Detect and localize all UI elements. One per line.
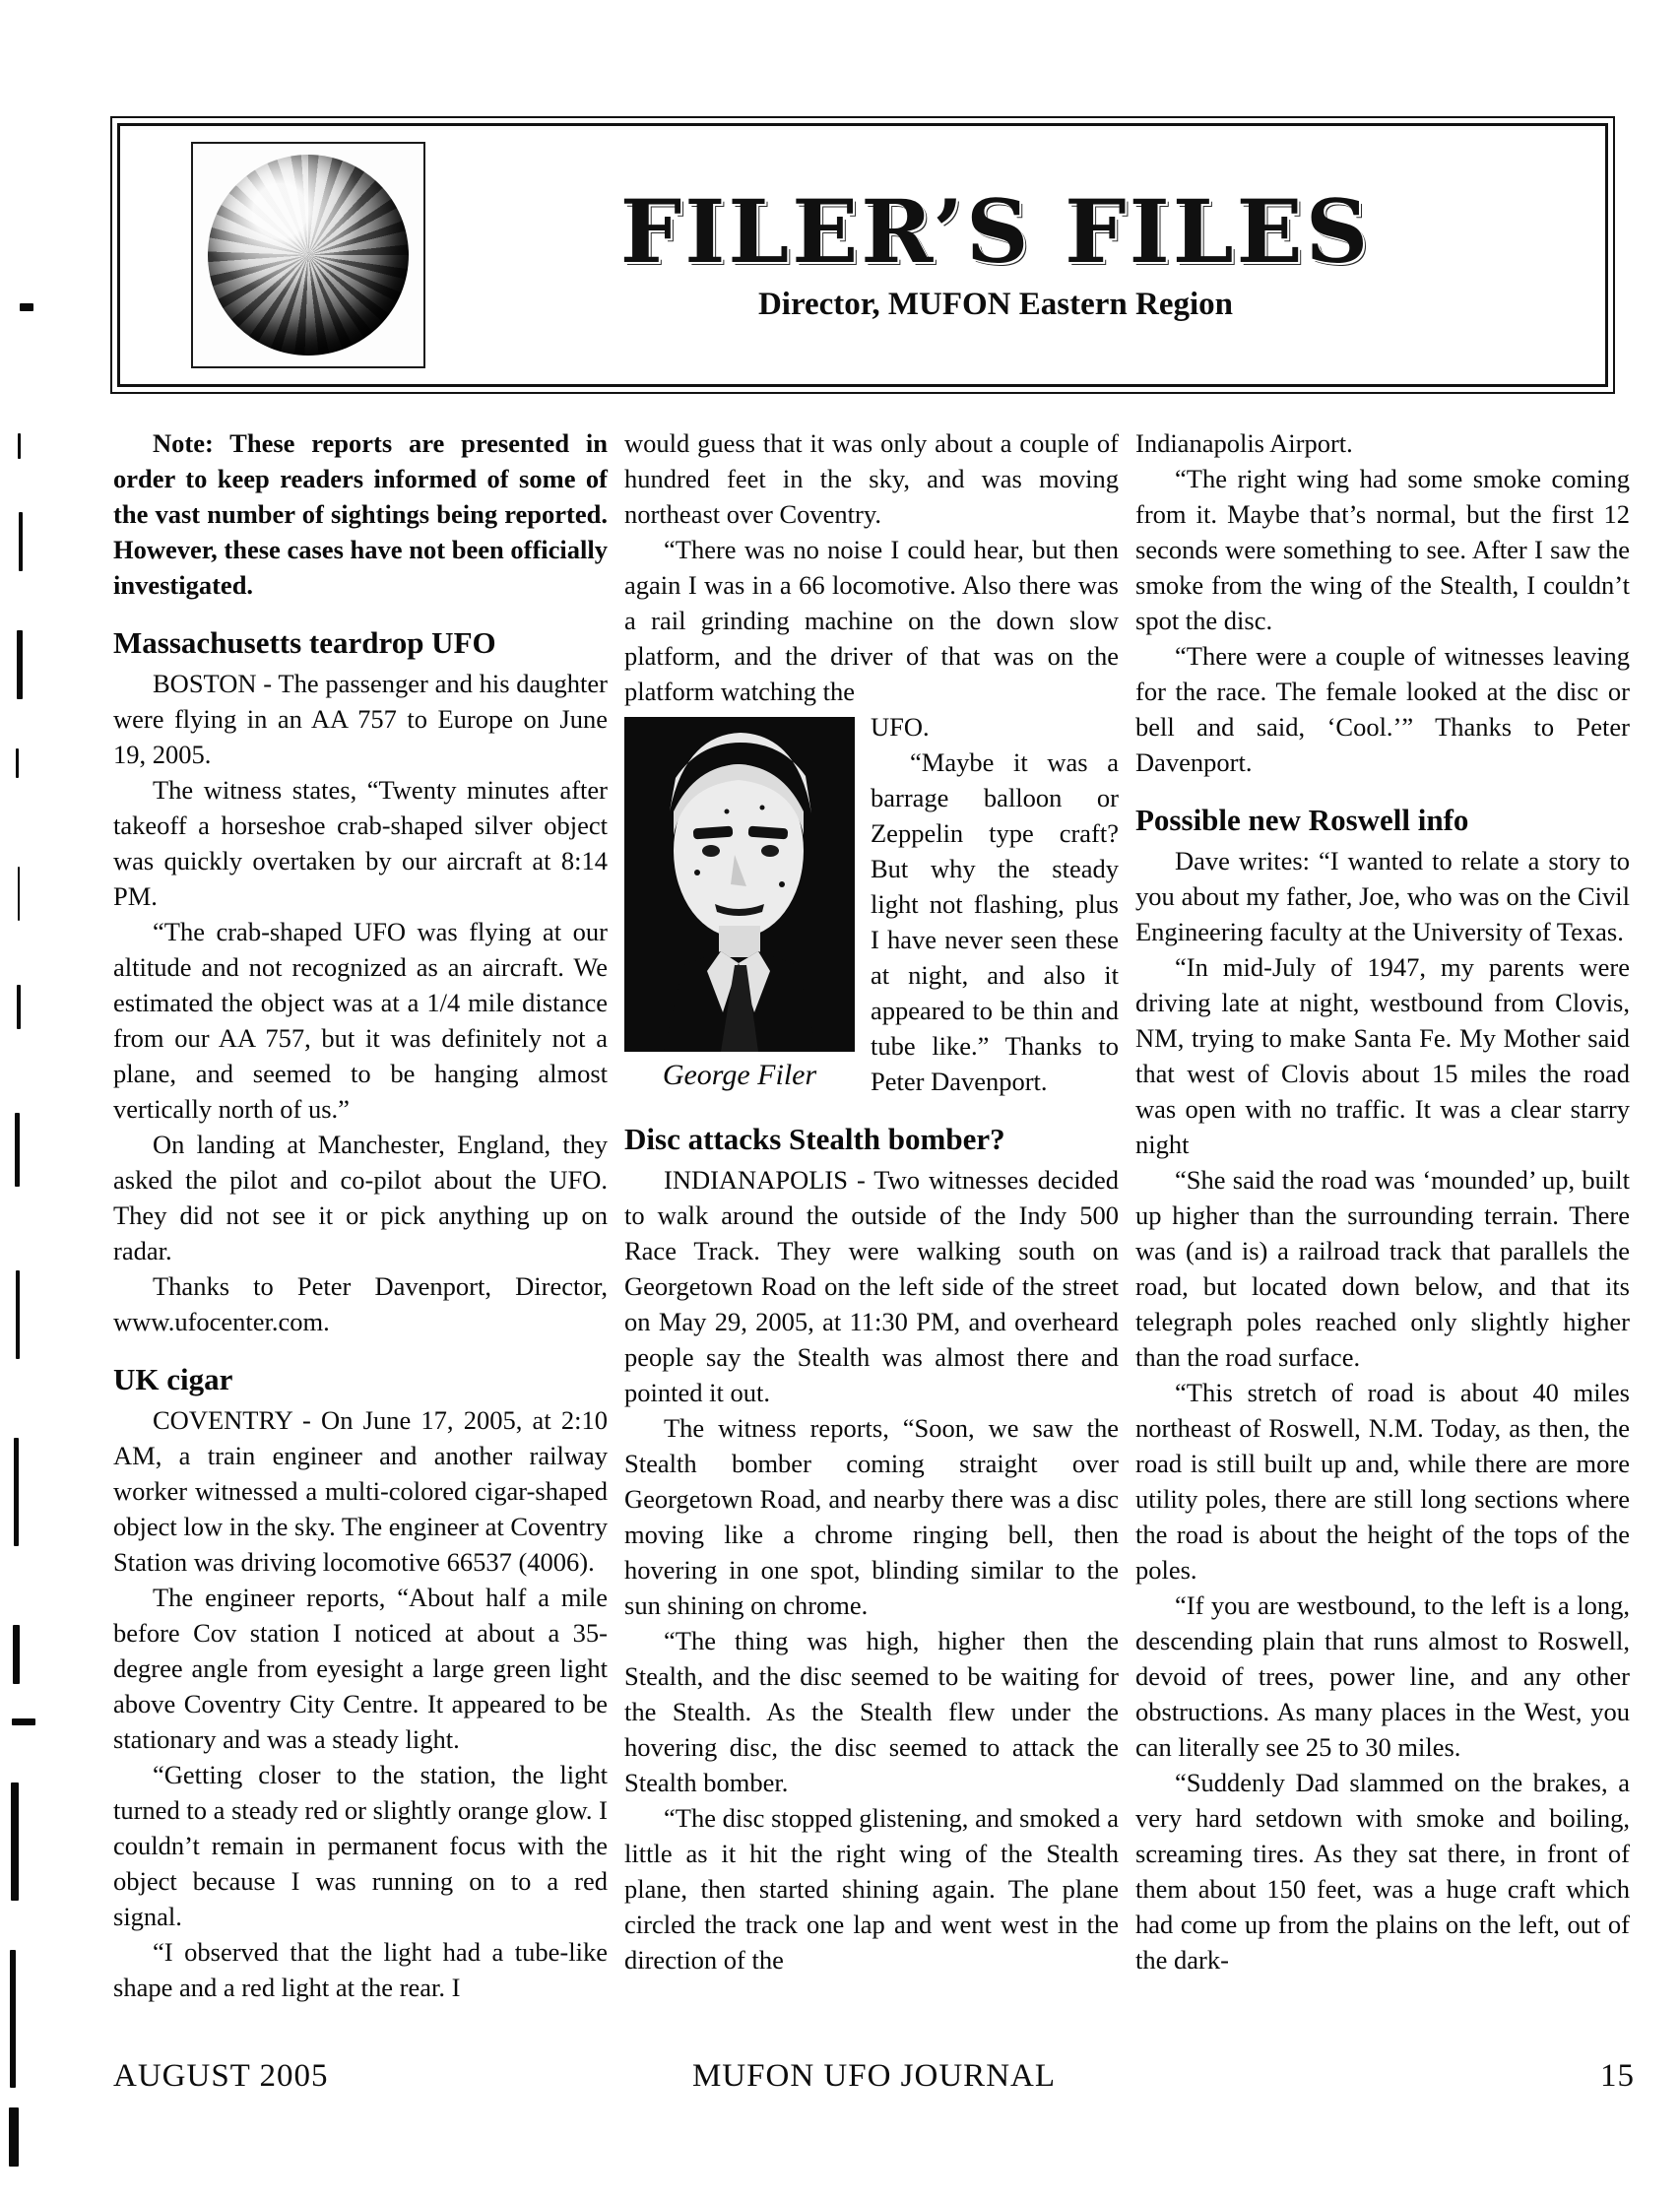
scan-artifact <box>18 433 21 459</box>
scan-artifact <box>17 985 21 1029</box>
scan-artifact <box>14 1438 19 1546</box>
body-paragraph: Thanks to Peter Davenport, Director, www.ufocenter.com. <box>113 1271 608 1336</box>
body-paragraph: Dave writes: “I wanted to relate a story to you about my father, Joe, who was on the Civil Engineering faculty at the University of Texas. <box>1135 846 1630 946</box>
body-paragraph: “The disc stopped glistening, and smoked a little as it hit the right wing of the Stealth plane, then started shining again. The plane circled the track one lap and went west in the direction of the <box>624 1803 1119 1975</box>
body-paragraph: “I observed that the light had a tube-like shape and a red light at the rear. I <box>113 1937 608 2002</box>
george-filer-portrait-image <box>624 717 855 1052</box>
section-heading: Massachusetts teardrop UFO <box>113 625 496 660</box>
george-filer-photo <box>624 717 855 1095</box>
body-paragraph: “Maybe it was a barrage balloon or Zeppelin type craft? But why the steady light not flashing, plus I have never seen these at night, and also it appeared to be thin and tube like.” Thanks to Peter Davenport. <box>871 747 1119 1096</box>
column-1 <box>113 425 608 2005</box>
section-heading: UK cigar <box>113 1362 233 1396</box>
body-paragraph: UFO. <box>871 712 930 742</box>
body-paragraph: “If you are westbound, to the left is a long, descending plain that runs almost to Roswell, devoid of trees, power line, and any other obstructions. As many places in the West, you can literally see 25 to 30 miles. <box>1135 1590 1630 1762</box>
column-3 <box>1135 425 1630 2005</box>
scan-artifact <box>12 1718 35 1725</box>
body-paragraph: The engineer reports, “About half a mile before Cov station I noticed at about a 35-degree angle from eyesight a large green light above Coventry City Centre. It appeared to be stationary and was a steady light. <box>113 1583 608 1754</box>
scan-artifact <box>18 867 20 921</box>
body-paragraph: “She said the road was ‘mounded’ up, built up higher than the surrounding terrain. There was (and is) a railroad track that parallels the road, but located down below, and that its telegraph poles reached only slightly higher than the road surface. <box>1135 1165 1630 1372</box>
scan-artifact <box>11 1782 19 1901</box>
body-paragraph: “Suddenly Dad slammed on the brakes, a very hard setdown with smoke and boiling, screaming tires. As they sat there, in front of them about 150 feet, was a huge craft which had come up from the plains on the left, out of the dark- <box>1135 1768 1630 1975</box>
photo-caption: George Filer <box>662 1059 817 1091</box>
column-2 <box>624 425 1119 2005</box>
body-paragraph: Indianapolis Airport. <box>1135 428 1353 458</box>
scan-artifact <box>16 1270 20 1359</box>
masthead <box>110 116 1615 394</box>
scan-artifact <box>19 512 23 571</box>
body-paragraph: “The thing was high, higher then the Stealth, and the disc seemed to be waiting for the Stealth. As the Stealth flew under the hovering disc, the disc seemed to attack the Stealth bomber. <box>624 1626 1119 1797</box>
body-paragraph: The witness states, “Twenty minutes after takeoff a horseshoe crab-shaped silver object was quickly overtaken by our aircraft at 8:14 PM. <box>113 775 608 911</box>
body-paragraph: COVENTRY - On June 17, 2005, at 2:10 AM, a train engineer and another railway worker witnessed a multi-colored cigar-shaped object low in the sky. The engineer at Coventry Station was driving locomotive 66537 (4006). <box>113 1405 608 1577</box>
masthead-titles <box>406 180 1585 324</box>
section-heading: Disc attacks Stealth bomber? <box>624 1122 1005 1156</box>
body-paragraph: “In mid-July of 1947, my parents were driving late at night, westbound from Clovis, NM, trying to make Santa Fe. My Mother said that west of Clovis about 15 miles the road was open with no traffic. It was a clear starry night <box>1135 952 1630 1159</box>
page-subtitle: Director, MUFON Eastern Region <box>757 287 1234 322</box>
article-columns <box>113 425 1630 2005</box>
footer-page-number: 15 <box>1600 2058 1635 2094</box>
body-paragraph: “The right wing had some smoke coming from it. Maybe that’s normal, but the first 12 seconds were something to see. After I saw the smoke from the wing of the Stealth, I couldn’t spot the disc. <box>1135 464 1630 635</box>
page-footer <box>113 2058 1635 2095</box>
body-paragraph: “There was no noise I could hear, but then again I was in a 66 locomotive. Also there was a rail grinding machine on the down slow platform, and the driver of that was on the platform watching the <box>624 535 1119 706</box>
globe-logo-icon <box>208 155 409 356</box>
footer-journal-name: MUFON UFO JOURNAL <box>691 2058 1057 2094</box>
scan-artifact <box>15 1113 20 1187</box>
body-paragraph: “Getting closer to the station, the light turned to a steady red or slightly orange glow. I couldn’t remain in permanent focus with the object because I was running on to a red signal. <box>113 1760 608 1931</box>
section-heading: Possible new Roswell info <box>1135 803 1469 837</box>
masthead-inner-border <box>117 123 1608 387</box>
body-paragraph: On landing at Manchester, England, they asked the pilot and co-pilot about the UFO. They did not see it or pick anything up on radar. <box>113 1130 608 1265</box>
body-paragraph: “This stretch of road is about 40 miles northeast of Roswell, N.M. Today, as then, the road is still built up and, while there are more utility poles, there are still long sections where the road is about the height of the tops of the poles. <box>1135 1378 1630 1585</box>
body-paragraph: “The crab-shaped UFO was flying at our altitude and not recognized as an aircraft. We estimated the object was at a 1/4 mile distance from our AA 757, but it was definitely not a plane, and seemed to be hanging almost vertically north of us.” <box>113 917 608 1124</box>
globe-logo-frame <box>191 142 425 368</box>
scan-artifact <box>20 303 33 311</box>
scan-artifact <box>16 748 19 778</box>
scan-artifact <box>10 1950 16 2088</box>
page-title: FILER’S FILES <box>619 180 1372 283</box>
scan-artifact <box>13 1625 20 1684</box>
body-paragraph: BOSTON - The passenger and his daughter were flying in an AA 757 to Europe on June 19, 2005. <box>113 669 608 769</box>
scan-artifact <box>17 630 23 699</box>
body-paragraph: INDIANAPOLIS - Two witnesses decided to walk around the outside of the Indy 500 Race Track. They were walking south on Georgetown Road on the left side of the street on May 29, 2005, at 11:30 PM, and overheard people say the Stealth was almost there and pointed it out. <box>624 1165 1119 1407</box>
editor-note: Note: These reports are presented in order to keep readers informed of some of the vast number of sightings being reported. However, these cases have not been officially investigated. <box>113 428 608 600</box>
body-paragraph: would guess that it was only about a couple of hundred feet in the sky, and was moving northeast over Coventry. <box>624 428 1119 529</box>
footer-issue-date: AUGUST 2005 <box>113 2058 329 2094</box>
body-paragraph: “There were a couple of witnesses leaving for the race. The female looked at the disc or bell and said, ‘Cool.’” Thanks to Peter Davenport. <box>1135 641 1630 777</box>
scan-artifact <box>9 2107 19 2167</box>
body-paragraph: The witness reports, “Soon, we saw the Stealth bomber coming straight over Georgetown Road, and nearby there was a disc moving like a chrome ringing bell, then hovering in one spot, blinding similar to the sun shining on chrome. <box>624 1413 1119 1620</box>
